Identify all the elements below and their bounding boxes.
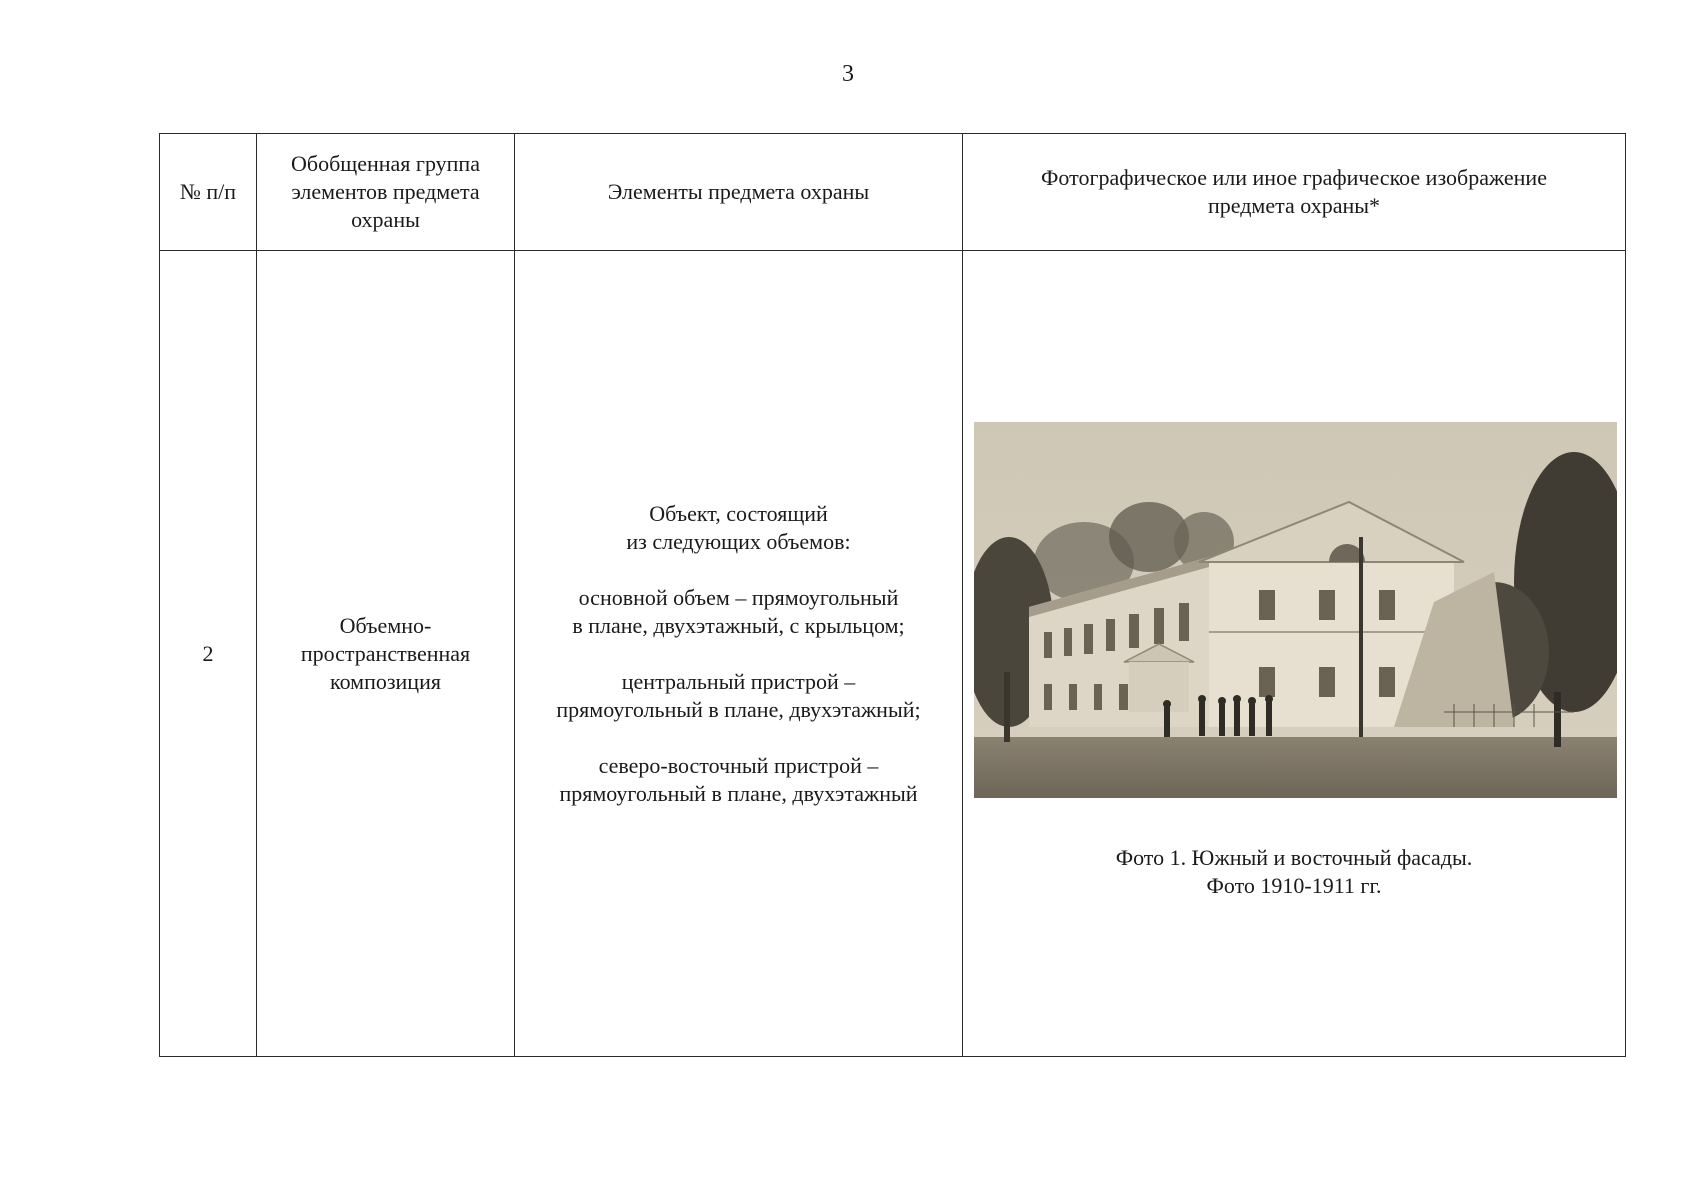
historic-building-photo (974, 422, 1617, 798)
row-group: Объемно- пространственная композиция (257, 251, 515, 1057)
row-image-cell (963, 251, 1626, 1057)
protection-table (159, 133, 1626, 1057)
table-header-row (160, 134, 1626, 251)
photo-caption: Фото 1. Южный и восточный фасады. Фото 1910-1911 гг. (1115, 845, 1473, 898)
header-image: Фотографическое или иное графическое изображение предмета охраны* (963, 134, 1626, 251)
header-number: № п/п (160, 134, 257, 251)
row-number: 2 (160, 251, 257, 1057)
page-number: 3 (842, 61, 854, 87)
header-elements: Элементы предмета охраны (515, 134, 963, 251)
table-row (160, 251, 1626, 1057)
header-group: Обобщенная группа элементов предмета охраны (257, 134, 515, 251)
row-elements: Объект, состоящий из следующих объемов: основной объем – прямоугольный в плане, двухэтажный, с крыльцом; центральный пристрой – прямоугольный в плане, двухэтажный; северо-восточный пристрой – прямоугольный в плане, двухэтажный (515, 251, 963, 1057)
